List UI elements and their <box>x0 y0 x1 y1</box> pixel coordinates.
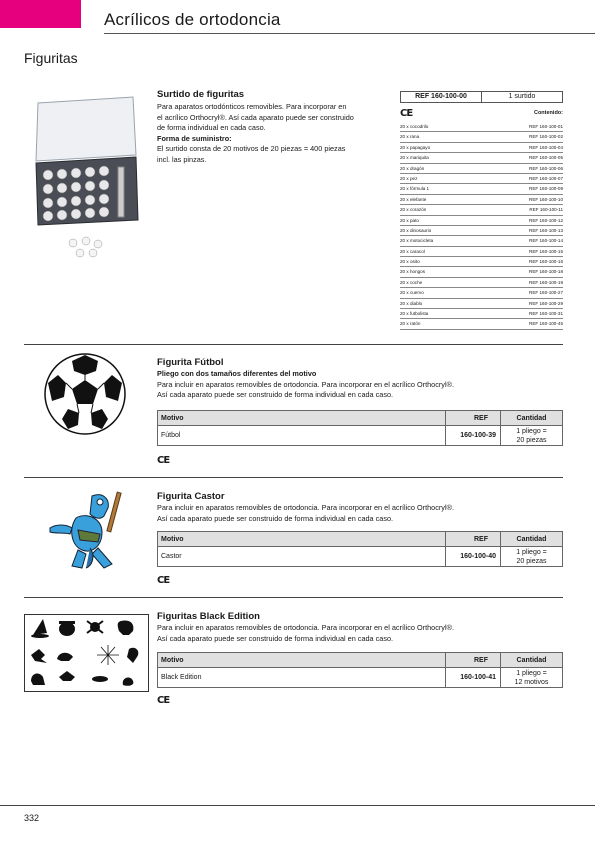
contents-item-ref: REF 160-100-18 <box>529 269 563 275</box>
surtido-description-line: el acrílico Orthocryl®. Así cada aparato puede ser construido <box>157 112 354 122</box>
cantidad-header: Cantidad <box>501 653 563 668</box>
header-accent-bar <box>0 0 81 28</box>
contents-item-name: 20 x osito <box>400 259 420 265</box>
contents-item-name: 20 x dragón <box>400 165 425 171</box>
ce-mark: CE <box>400 108 413 119</box>
motivo-cell: Castor <box>158 547 446 567</box>
black-edition-table <box>157 652 563 688</box>
futbol-description-line: Así cada aparato puede ser construido de forma individual en cada caso. <box>157 390 394 399</box>
contents-item-ref: REF 160-100-10 <box>529 196 563 202</box>
contents-item-name: 20 x papagayo <box>400 144 431 150</box>
contents-item-ref: REF 160-100-05 <box>529 155 563 161</box>
header-divider <box>104 33 595 34</box>
ref-cell: 160-100-40 <box>446 547 501 567</box>
contents-row <box>400 132 563 142</box>
football-image <box>44 353 126 435</box>
ce-mark: CE <box>157 695 170 706</box>
contents-row <box>400 184 563 194</box>
futbol-title: Figurita Fútbol <box>157 357 224 368</box>
contents-list <box>400 122 563 330</box>
contents-label: Contenido: <box>533 110 563 116</box>
castor-description-line: Así cada aparato puede ser construido de forma individual en cada caso. <box>157 513 394 523</box>
page-title: Acrílicos de ortodoncia <box>104 10 281 29</box>
contents-row <box>400 226 563 236</box>
footer-divider <box>0 805 595 806</box>
contents-row <box>400 195 563 205</box>
contents-item-ref: REF 160-100-04 <box>529 144 563 150</box>
contents-row <box>400 174 563 184</box>
section-divider <box>24 344 563 345</box>
contents-row <box>400 164 563 174</box>
ref-cell: 160-100-39 <box>446 426 501 446</box>
contents-item-name: 20 x pato <box>400 217 419 223</box>
beaver-image <box>42 488 132 573</box>
ref-header: REF <box>446 532 501 547</box>
cantidad-cell: 1 pliego = 20 piezas <box>501 426 563 446</box>
contents-item-ref: REF 160-100-45 <box>529 321 563 327</box>
contents-item-ref: REF 160-100-27 <box>529 290 563 296</box>
cantidad-header: Cantidad <box>501 411 563 426</box>
contents-item-name: 20 x coche <box>400 279 423 285</box>
cantidad-cell: 1 pliego = 20 piezas <box>501 547 563 567</box>
black-edition-title: Figuritas Black Edition <box>157 611 260 622</box>
contents-item-name: 20 x caracol <box>400 248 425 254</box>
contents-item-name: 20 x corazón <box>400 207 427 213</box>
contents-item-name: 20 x rana <box>400 134 420 140</box>
contents-row <box>400 122 563 132</box>
surtido-description-line: Para aparatos ortodónticos removibles. Para incorporar en <box>157 102 347 111</box>
contents-item-name: 20 x diablo <box>400 300 423 306</box>
contents-item-name: 20 x dinosaurio <box>400 227 432 233</box>
contents-item-ref: REF 160-100-29 <box>529 300 563 306</box>
contents-item-ref: REF 160-100-02 <box>529 134 563 140</box>
contents-row <box>400 153 563 163</box>
castor-title: Figurita Castor <box>157 491 225 502</box>
ref-header: REF <box>446 653 501 668</box>
contents-item-name: 20 x mariquita <box>400 155 429 161</box>
futbol-description-line: Para incluir en aparatos removibles de ortodoncia. Para incorporar en el acrílico Orthocryl®. <box>157 379 454 389</box>
contents-item-name: 20 x futbolista <box>400 311 429 317</box>
contents-row <box>400 309 563 319</box>
contents-item-ref: REF 160-100-01 <box>529 124 563 129</box>
contents-row <box>400 247 563 257</box>
contents-row <box>400 236 563 246</box>
contents-item-name: 20 x cuervo <box>400 290 424 296</box>
contents-item-ref: REF 160-100-12 <box>529 217 563 223</box>
cantidad-cell: 1 pliego = 12 motivos <box>501 668 563 688</box>
contents-row <box>400 288 563 298</box>
motivo-header: Motivo <box>158 532 446 547</box>
contents-row <box>400 319 563 329</box>
section-divider <box>24 597 563 598</box>
surtido-ref-label: REF 160-100-00 <box>401 92 482 102</box>
black-edition-description-line: Para incluir en aparatos removibles de ortodoncia. Para incorporar en el acrílico Orthocryl®. <box>157 623 454 632</box>
contents-item-ref: REF 160-100-19 <box>529 279 563 285</box>
contents-item-name: 20 x ratón <box>400 321 421 327</box>
contents-row <box>400 143 563 153</box>
ref-header: REF <box>446 411 501 426</box>
black-edition-description-line: Así cada aparato puede ser construido de forma individual en cada caso. <box>157 633 394 643</box>
contents-row <box>400 267 563 277</box>
contents-row <box>400 205 563 215</box>
ref-cell: 160-100-41 <box>446 668 501 688</box>
contents-item-name: 20 x pez <box>400 175 418 181</box>
contents-item-name: 20 x cocodrilo <box>400 124 429 129</box>
motivo-cell: Black Edition <box>158 668 446 688</box>
contents-item-name: 20 x motocicleta <box>400 238 434 244</box>
motivo-cell: Fútbol <box>158 426 446 446</box>
contents-item-ref: REF 160-100-13 <box>529 227 563 233</box>
page-number: 332 <box>24 813 40 823</box>
surtido-title: Surtido de figuritas <box>157 89 245 100</box>
motivo-header: Motivo <box>158 653 446 668</box>
assortment-box-image <box>28 95 143 260</box>
contents-row <box>400 257 563 267</box>
surtido-ref-value: 1 surtido <box>508 93 536 100</box>
supply-line: incl. las pinzas. <box>157 154 207 164</box>
ce-mark: CE <box>157 455 170 466</box>
contents-item-ref: REF 160-100-09 <box>529 186 563 192</box>
futbol-subtitle: Pliego con dos tamaños diferentes del motivo <box>157 369 317 378</box>
section-title: Figuritas <box>24 50 78 66</box>
contents-item-ref: REF 160-100-31 <box>529 311 563 317</box>
surtido-ref-box <box>400 91 563 103</box>
castor-description-line: Para incluir en aparatos removibles de ortodoncia. Para incorporar en el acrílico Orthocryl®. <box>157 503 454 512</box>
surtido-description-line: de forma individual en cada caso. <box>157 123 266 132</box>
contents-item-name: 20 x hongos <box>400 269 426 275</box>
supply-line: El surtido consta de 20 motivos de 20 piezas = 400 piezas <box>157 144 346 153</box>
contents-item-ref: REF 160-100-06 <box>529 165 563 171</box>
motivo-header: Motivo <box>158 411 446 426</box>
contents-row <box>400 299 563 309</box>
section-divider <box>24 477 563 478</box>
contents-row <box>400 278 563 288</box>
contents-item-ref: REF 160-100-11 <box>529 207 563 213</box>
castor-table <box>157 531 563 567</box>
contents-item-name: 20 x fórmula 1 <box>400 186 430 192</box>
cantidad-header: Cantidad <box>501 532 563 547</box>
contents-item-ref: REF 160-100-14 <box>529 238 563 244</box>
contents-item-ref: REF 160-100-15 <box>529 248 563 254</box>
ce-mark: CE <box>157 575 170 586</box>
contents-row <box>400 216 563 226</box>
contents-item-name: 20 x elefante <box>400 196 427 202</box>
contents-item-ref: REF 160-100-16 <box>529 259 563 265</box>
contents-item-ref: REF 160-100-07 <box>529 175 563 181</box>
futbol-table <box>157 410 563 446</box>
black-edition-image <box>24 614 149 692</box>
supply-title: Forma de suministro: <box>157 133 232 143</box>
